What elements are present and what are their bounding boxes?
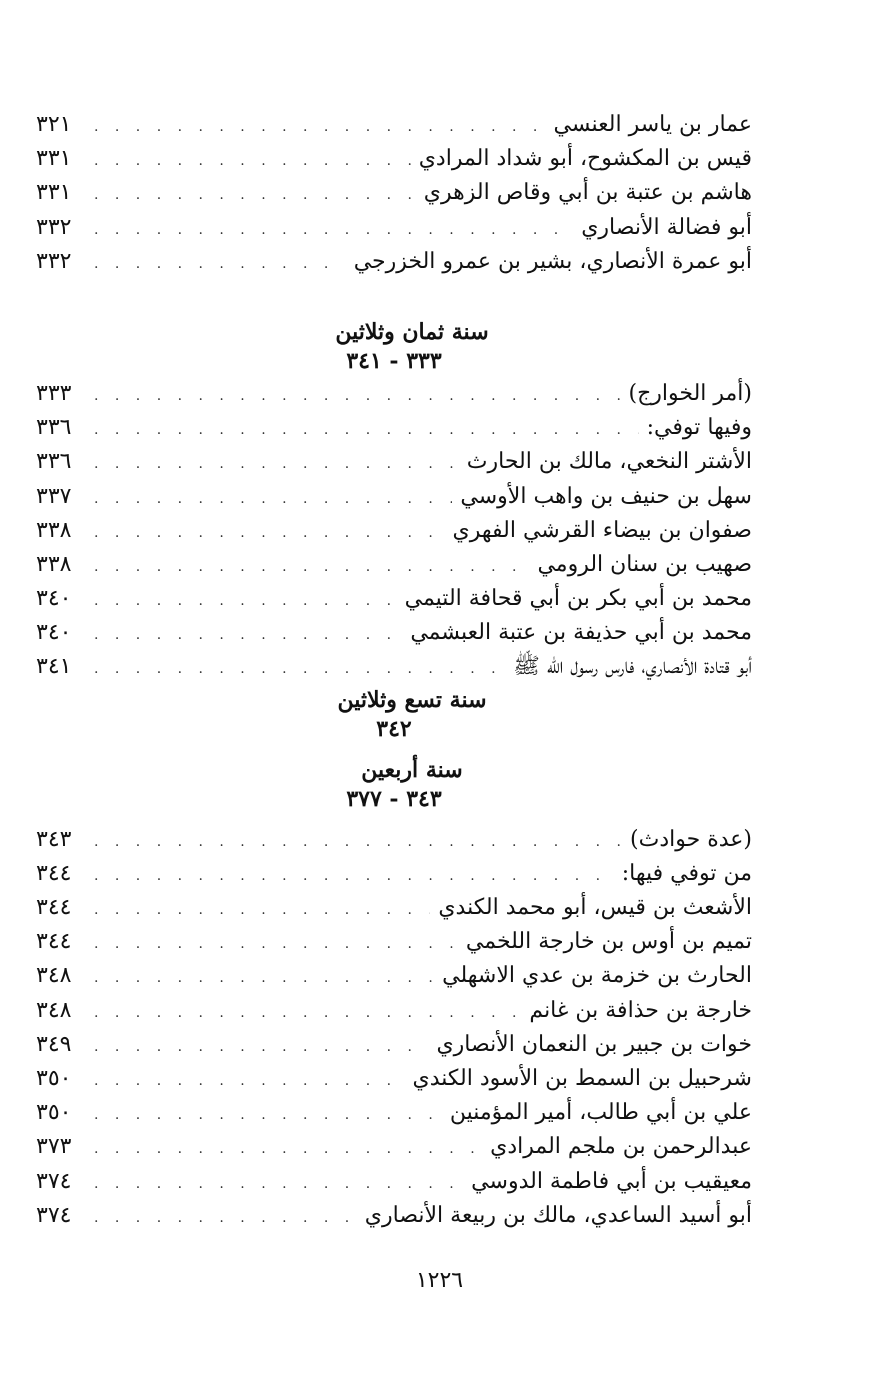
leader-dots xyxy=(94,859,614,893)
entry-page: ٣٣٧ xyxy=(36,483,72,509)
leader-dots xyxy=(94,996,521,1030)
entry-page: ٣٤٤ xyxy=(36,860,72,886)
entry-page: ٣٤٠ xyxy=(36,620,72,646)
entry-list-3 xyxy=(36,823,752,1233)
index-entry xyxy=(36,514,752,548)
entry-page: ٣٥٠ xyxy=(36,1065,72,1091)
entry-name: معيقيب بن أبي فاطمة الدوسي xyxy=(471,1168,752,1194)
index-entry xyxy=(36,650,752,684)
index-entry xyxy=(36,959,752,993)
entry-page: ٣٢١ xyxy=(36,112,72,137)
page-number: ١٢٢٦ xyxy=(415,1268,464,1293)
entry-name: الأشتر النخعي، مالك بن الحارث xyxy=(466,449,752,475)
entry-name: من توفي فيها: xyxy=(621,860,752,886)
entry-page: ٣٤٠ xyxy=(36,586,72,612)
entry-name: محمد بن أبي بكر بن أبي قحافة التيمي xyxy=(404,586,752,612)
entry-name: أبو فضالة الأنصاري xyxy=(581,214,752,240)
leader-dots xyxy=(94,144,411,178)
entry-name: محمد بن أبي حذيفة بن عتبة العبشمي xyxy=(410,620,752,646)
index-entry xyxy=(36,142,752,176)
leader-dots xyxy=(94,413,639,447)
index-entry xyxy=(36,1062,752,1096)
index-entry xyxy=(36,994,752,1028)
entry-name: خارجة بن حذافة بن غانم xyxy=(529,997,752,1023)
index-entry xyxy=(36,582,752,616)
entry-name: خوات بن جبير بن النعمان الأنصاري xyxy=(436,1031,752,1057)
leader-dots xyxy=(94,961,434,995)
entry-page: ٣٣١ xyxy=(36,146,72,172)
entry-page: ٣٤٤ xyxy=(36,895,72,920)
section-page-range: ٣٤٢ xyxy=(376,715,412,742)
index-entry xyxy=(36,857,752,891)
entry-name: سهل بن حنيف بن واهب الأوسي xyxy=(460,483,752,509)
index-entry xyxy=(36,1028,752,1062)
entry-list-1 xyxy=(36,108,752,279)
entry-name: أبو أسيد الساعدي، مالك بن ربيعة الأنصاري xyxy=(364,1202,752,1228)
leader-dots xyxy=(94,178,416,212)
entry-list-2 xyxy=(36,377,752,685)
index-entry xyxy=(36,823,752,857)
leader-dots xyxy=(94,379,620,413)
entry-name: الحارث بن خزمة بن عدي الاشهلي xyxy=(442,963,752,989)
entry-name: صفوان بن بيضاء القرشي الفهري xyxy=(452,517,752,543)
entry-page: ٣٣٨ xyxy=(36,517,72,543)
leader-dots xyxy=(94,110,546,144)
leader-dots xyxy=(94,927,458,961)
leader-dots xyxy=(94,618,402,652)
leader-dots xyxy=(94,550,529,584)
entry-name: هاشم بن عتبة بن أبي وقاص الزهري xyxy=(423,180,752,206)
entry-page: ٣٤٤ xyxy=(36,929,72,955)
leader-dots xyxy=(94,1098,442,1132)
index-entry xyxy=(36,548,752,582)
index-entry xyxy=(36,445,752,479)
entry-page: ٣٧٣ xyxy=(36,1134,72,1160)
index-entry xyxy=(36,211,752,245)
index-entry xyxy=(36,176,752,210)
entry-page: ٣٧٤ xyxy=(36,1202,72,1228)
leader-dots xyxy=(94,1132,482,1166)
section-heading: سنة أربعين xyxy=(361,756,463,783)
entry-name: (عدة حوادث) xyxy=(630,826,752,852)
section-page-range: ٣٤٣ - ٣٧٧ xyxy=(346,785,442,812)
entry-page: ٣٣٢ xyxy=(36,214,72,240)
index-entry xyxy=(36,377,752,411)
leader-dots xyxy=(94,825,622,859)
entry-page: ٣٤٨ xyxy=(36,963,72,989)
entry-page: ٣٣٦ xyxy=(36,415,72,441)
entry-page: ٣٣١ xyxy=(36,180,72,206)
entry-name: وفيها توفي: xyxy=(646,415,752,441)
entry-name: أبو عمرة الأنصاري، بشير بن عمرو الخزرجي xyxy=(353,248,752,274)
index-entry xyxy=(36,411,752,445)
index-entry xyxy=(36,1096,752,1130)
index-entry xyxy=(36,925,752,959)
leader-dots xyxy=(94,1201,357,1235)
section-page-range: ٣٣٣ - ٣٤١ xyxy=(346,347,442,374)
entry-page: ٣٧٤ xyxy=(36,1168,72,1194)
entry-page: ٣٤٨ xyxy=(36,997,72,1023)
index-entry xyxy=(36,1165,752,1199)
entry-page: ٣٣٦ xyxy=(36,449,72,475)
entry-page: ٣٤١ xyxy=(36,654,72,680)
entry-name: الأشعث بن قيس، أبو محمد الكندي xyxy=(438,895,752,920)
entry-name: علي بن أبي طالب، أمير المؤمنين xyxy=(449,1100,752,1126)
entry-page: ٣٣٨ xyxy=(36,551,72,577)
section-heading: سنة تسع وثلاثين xyxy=(337,686,487,713)
entry-page: ٣٥٠ xyxy=(36,1100,72,1126)
index-entry xyxy=(36,891,752,925)
entry-page: ٣٣٢ xyxy=(36,248,72,274)
leader-dots xyxy=(94,1064,405,1098)
entry-name: عمار بن ياسر العنسي xyxy=(553,112,752,137)
leader-dots xyxy=(94,482,452,516)
index-entry xyxy=(36,1130,752,1164)
entry-name: شرحبيل بن السمط بن الأسود الكندي xyxy=(412,1065,752,1091)
index-entry xyxy=(36,480,752,514)
index-entry xyxy=(36,108,752,142)
entry-name: تميم بن أوس بن خارجة اللخمي xyxy=(465,929,752,955)
leader-dots xyxy=(94,447,459,481)
leader-dots xyxy=(94,1167,463,1201)
leader-dots xyxy=(94,652,505,686)
entry-name: أبو قتادة الأنصاري، فارس رسول الله ﷺ xyxy=(513,654,752,680)
leader-dots xyxy=(94,213,573,247)
entry-name: عبدالرحمن بن ملجم المرادي xyxy=(490,1134,752,1160)
index-entry xyxy=(36,1199,752,1233)
entry-page: ٣٣٣ xyxy=(36,380,72,406)
entry-name: قيس بن المكشوح، أبو شداد المرادي xyxy=(418,146,752,172)
entry-name: صهيب بن سنان الرومي xyxy=(537,551,752,577)
leader-dots xyxy=(94,584,397,618)
leader-dots xyxy=(94,1030,428,1064)
leader-dots xyxy=(94,247,346,281)
index-page xyxy=(36,108,752,1233)
entry-page: ٣٤٩ xyxy=(36,1031,72,1057)
entry-name: (أمر الخوارج) xyxy=(628,380,752,406)
leader-dots xyxy=(94,893,430,927)
index-entry xyxy=(36,616,752,650)
entry-page: ٣٤٣ xyxy=(36,826,72,852)
section-heading: سنة ثمان وثلاثين xyxy=(335,318,489,345)
index-entry xyxy=(36,245,752,279)
leader-dots xyxy=(94,516,445,550)
